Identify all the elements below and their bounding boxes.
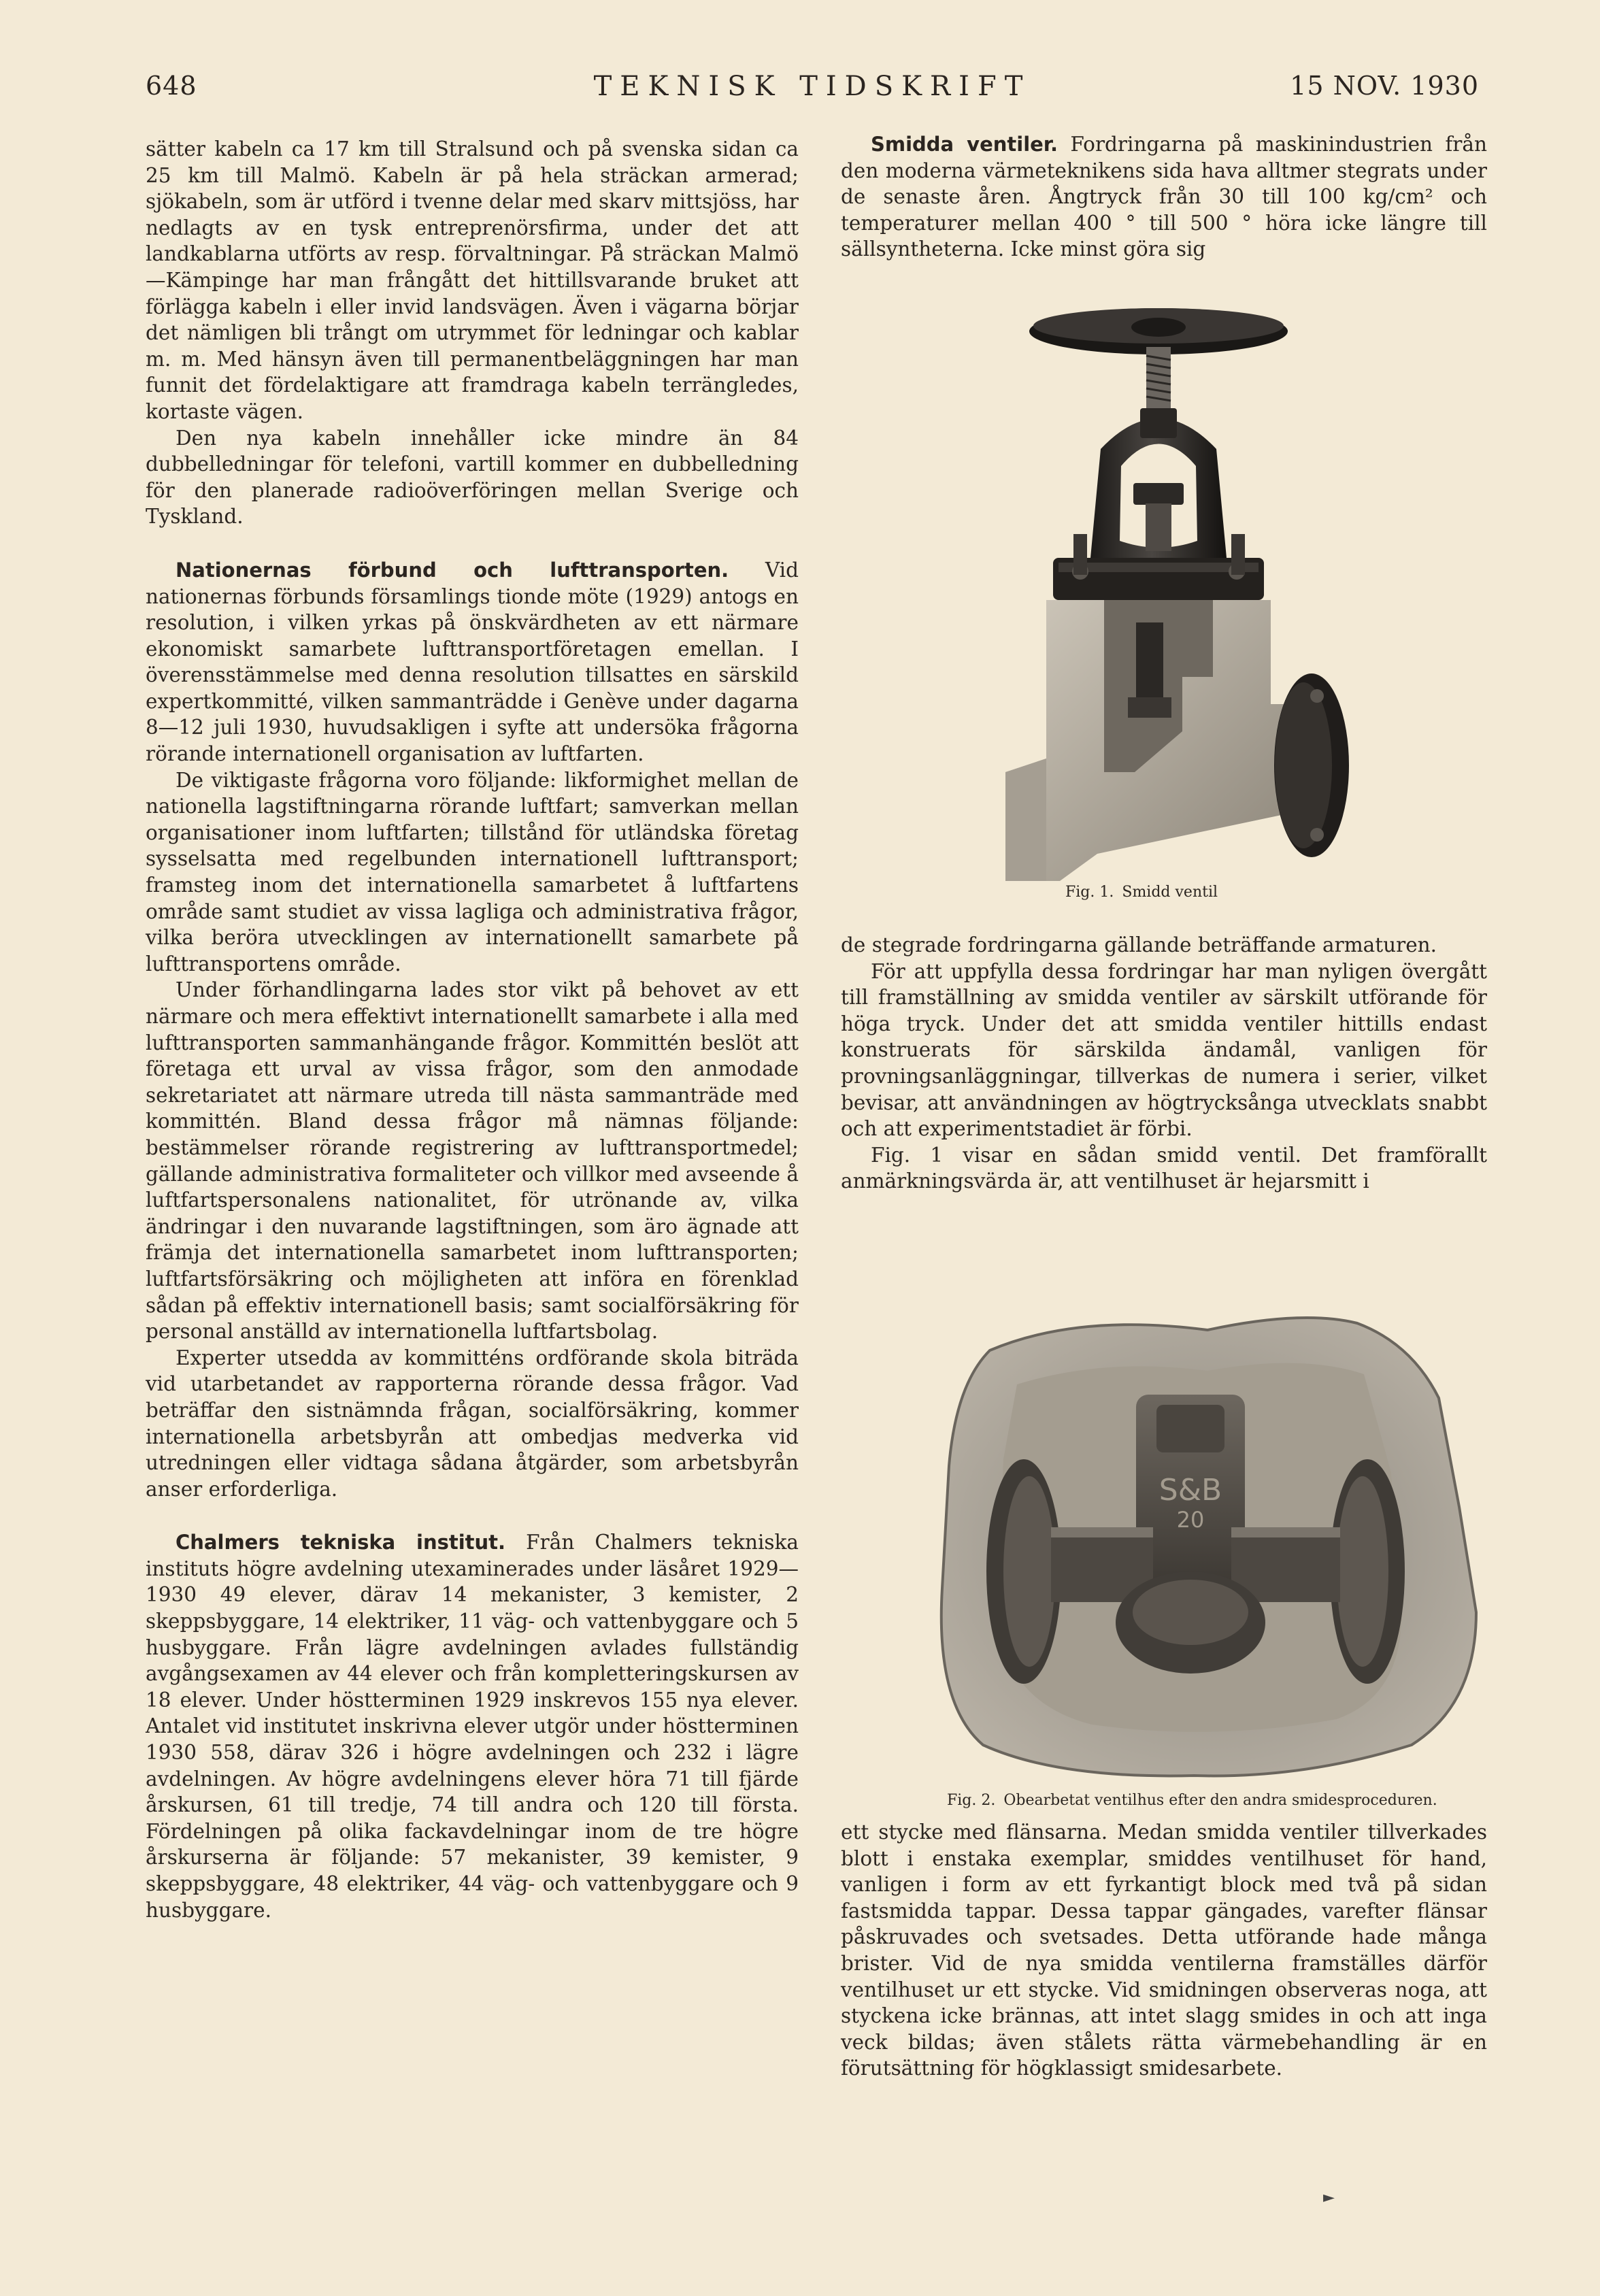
journal-title: TEKNISK TIDSKRIFT (593, 71, 1031, 102)
paragraph-requirements: För att uppfylla dessa fordringar har man nyligen övergått till framställning av smidda ventiler av särskilt utförande för höga tryck. Under det att smidda ventiler hittills endast konstruerats för särskilda ändamål, vanligen för provningsanläggningar, tillverkas de numera i serier, vilket bevisar, att användningen av högtrycksånga utvecklats snabbt och att experimentstadiet är förbi. (841, 959, 1487, 1141)
section-heading: Smidda ventiler. (871, 133, 1058, 156)
right-column-top (841, 131, 1487, 263)
section-forged-valves (841, 131, 1487, 263)
figure-label: Fig. 1. (1065, 884, 1114, 901)
paragraph-forging-method: ett stycke med flänsarna. Medan smidda ventiler tillverkades blott i enstaka exemplar, smiddes ventilhuset för hand, vanligen i form av ett fyrkantigt block med två på sidan fastsmidda tappar. Dessa tappar gängades, varefter flänsar påskruvades och svetsades. Detta utförande hade många brister. Vid de nya smidda ventilerna framställes därför ventilhuset ur ett stycke. Vid smidningen observeras noga, att styckena icke brännas, att intet slagg smides in och att inga veck bildas; även stålets rätta värmebehandling är en förutsättning för högklassigt smidesarbete. (841, 1820, 1487, 2080)
figure-1-caption (1065, 884, 1218, 901)
paragraph-cable-capacity: Den nya kabeln innehåller icke mindre än 84 dubbelledningar för telefoni, vartill kommer en dubbelledning för den planerade radioöverföringen mellan Sverige och Tyskland. (146, 426, 799, 529)
paragraph-fig1-reference: Fig. 1 visar en sådan smidd ventil. Det framförallt anmärkningsvärda är, att ventilhuset är hejarsmitt i (841, 1143, 1487, 1193)
forging-stamp-letters: S&B (1159, 1473, 1222, 1508)
right-column-bottom (841, 1819, 1487, 2082)
section-heading: Nationernas förbund och lufttransporten. (176, 558, 729, 582)
page-number: 648 (146, 71, 197, 101)
paragraph-continuation: de stegrade fordringarna gällande beträffande armaturen. (841, 933, 1437, 956)
forging-stamp-number: 20 (1176, 1507, 1205, 1533)
caption-text: Obearbetat ventilhus efter den andra smidesproceduren. (1003, 1792, 1437, 1809)
section-text: Vid nationernas förbunds församlings tionde möte (1929) antogs en resolution, i vilken yrkas på önskvärdheten av ett närmare ekonomiskt samarbete lufttransportföretagen emellan. I överensstämmelse med denna resolution tillsattes en särskild expertkommitté, vilken sammanträdde i Genève under dagarna 8—12 juli 1930, huvudsakligen i syfte att undersöka frågorna rörande internationell organisation av luftfarten. (146, 558, 799, 766)
paragraph-experts: Experter utsedda av kommitténs ordförande skola biträda vid utarbetandet av rapporterna rörande dessa frågor. Vad beträffar den sistnämnda frågan, socialförsäkring, kommer internationella arbetsbyrån att ombedjas medverka vid utredningen eller vidtaga sådana åtgärder, som arbetsbyrån anser erforderliga. (146, 1346, 799, 1501)
figure-2-valve-body-forging (922, 1303, 1500, 1789)
figure-2-caption (947, 1792, 1437, 1809)
printer-mark: ► (1323, 2189, 1335, 2206)
figure-1-forged-valve (978, 296, 1359, 895)
paragraph-cable-route: sätter kabeln ca 17 km till Stralsund och på svenska sidan ca 25 km till Malmö. Kabeln är på hela sträckan armerad; sjökabeln, som är utförd i tvenne delar med skarv mittsjöss, har nedlagts av en tysk entreprenörsfirma, under det att landkablarna utförts av resp. förvaltningar. På sträckan Malmö—Kämpinge har man frångått det hittillsvarande bruket att förlägga kabeln i eller invid landsvägen. Även i vägarna börjar det nämligen bli trångt om utrymmet för ledningar och kablar m. m. Med hänsyn även till permanentbeläggningen har man funnit det fördelaktigare att framdraga kabeln terrängledes, kortaste vägen. (146, 137, 799, 423)
issue-date: 15 NOV. 1930 (1290, 71, 1479, 101)
section-text: Från Chalmers tekniska instituts högre avdelning utexaminerades under läsåret 1929—1930 49 elever, därav 14 mekanister, 3 kemister, 2 skeppsbyggare, 14 elektriker, 11 väg- och vattenbyggare och 5 husbyggare. Från lägre avdelningen avlades fullständig avgångsexamen av 44 elever och från kompletteringskursen av 18 elever. Under höstterminen 1929 inskrevos 155 nya elever. Antalet vid institutet inskrivna elever utgör under höstterminen 1930 558, därav 326 i högre avdelningen och 232 i lägre avdelningen. Av högre avdelningens elever höra 71 till fjärde årskursen, 61 till tredje, 74 till andra och 120 till första. Fördelningen på olika fackavdelningar inom de tre högre årskurserna är följande: 57 mekanister, 39 kemister, 9 skeppsbyggare, 48 elektriker, 44 väg- och vattenbyggare och 9 husbyggare. (146, 1531, 799, 1922)
paragraph-negotiations: Under förhandlingarna lades stor vikt på behovet av ett närmare och mera effektivt internationellt samarbete i alla med lufttransporten sammanhängande frågor. Kommittén beslöt att företaga ett urval av vissa frågor, som den anmodade sekretariatet att närmare utreda till nästa sammanträde med kommittén. Bland dessa frågor må nämnas följande: bestämmelser rörande registrering av lufttransportmedel; gällande administrativa formaliteter och villkor med avseende å luftfartspersonalens nationalitet, för utrönande av, vilka ändringar i den nuvarande lagstiftningen, som äro ägnade att främja det internationella samarbetet inom lufttransporten; luftfartsförsäkring och möjligheten att införa en förenklad sådan på effektiv internationell basis; samt socialförsäkring för personal anställd av internationella luftfartsbolag. (146, 978, 799, 1344)
figure-label: Fig. 2. (947, 1792, 996, 1809)
right-column-middle (841, 932, 1487, 1195)
section-heading: Chalmers tekniska institut. (176, 1531, 506, 1554)
paragraph-questions: De viktigaste frågorna voro följande: likformighet mellan de nationella lagstiftningarna rörande luftfart; samverkan mellan organisationer inom luftfarten; tillstånd för utländska företag sysselsatta med regelbunden internationell lufttransport; framsteg inom det internationella samarbetet å luftfartens område samt studiet av vissa lagliga och administrativa frågor, vilka beröra utvecklingen av internationellt samarbete på lufttransportens område. (146, 768, 799, 976)
section-nations-league (146, 557, 799, 767)
section-text: Fordringarna på maskinindustrien från den moderna värmeteknikens sida hava alltmer stegrats under de senaste åren. Ångtryck från 30 till 100 kg/cm² och temperaturer mellan 400 ° till 500 ° höra icke längre till sällsyntheterna. Icke minst göra sig (841, 133, 1487, 261)
caption-text: Smidd ventil (1122, 884, 1218, 901)
left-column (146, 136, 799, 1923)
section-chalmers (146, 1529, 799, 1923)
running-header (146, 71, 1479, 105)
